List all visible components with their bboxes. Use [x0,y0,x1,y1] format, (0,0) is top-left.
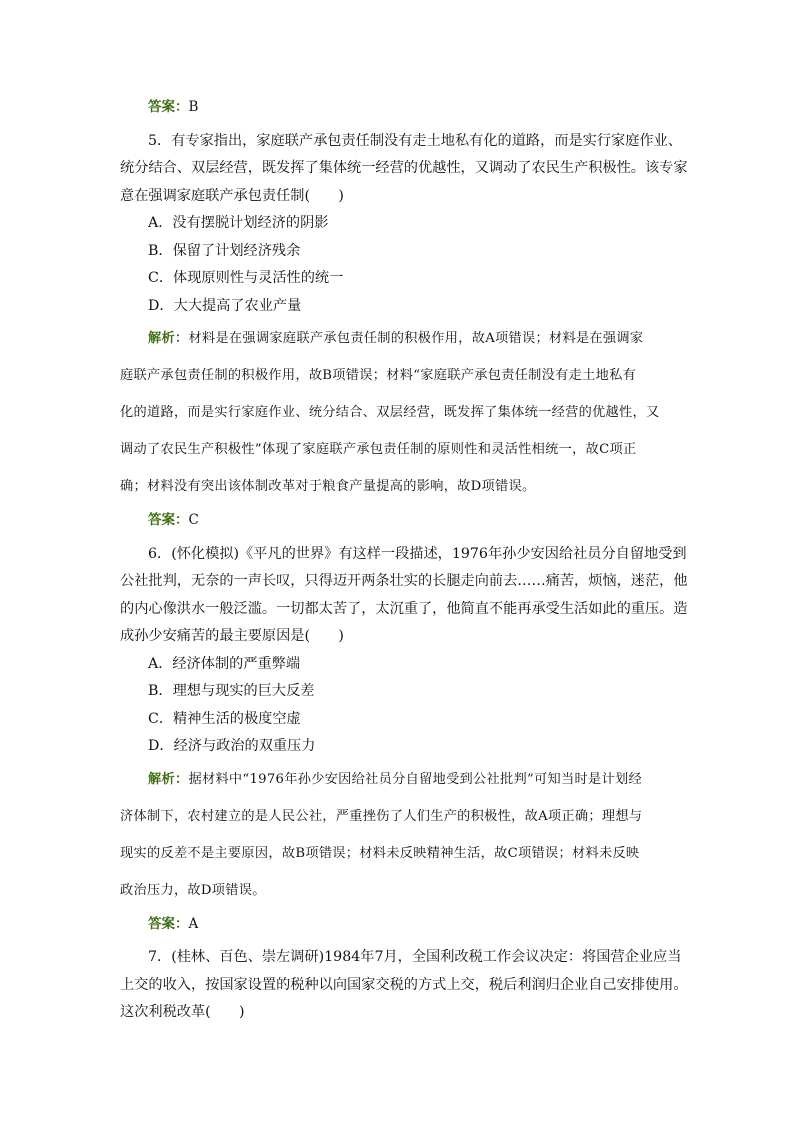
answer-value: C [188,512,199,528]
explanation-line: 济体制下，农村建立的是人民公社，严重挫伤了人们生产的积极性，故A项正确；理想与 [120,808,643,824]
question-text-line: 的内心像洪水一般泛滥。一切都太苦了，太沉重了，他简直不能再承受生活如此的重压。造 [120,600,688,617]
answer-4 [120,94,680,122]
explanation-line: 化的道路，而是实行家庭作业、统分结合、双层经营，既发挥了集体统一经营的优越性，又 [120,405,660,420]
explanation-6 [120,761,680,909]
answer-label: 答案： [148,915,189,932]
question-text-line: 6．(怀化模拟)《平凡的世界》有这样一段描述，1976年孙少安因给社员分自留地受到 [148,545,687,562]
question-text-line: 统分结合、双层经营，既发挥了集体统一经营的优越性，又调动了农民生产积极性。该专家 [120,160,688,176]
question-6 [120,541,688,761]
explanation-line: 确；材料没有突出该体制改革对于粮食产量提高的影响，故D项错误。 [120,479,536,494]
question-text-line: 7．(桂林、百色、崇左调研)1984年7月，全国利改税工作会议决定：将国营企业应当 [148,949,682,965]
option-b: B．保留了计划经济残余 [148,242,301,259]
answer-label: 答案： [148,512,189,528]
option-d: D．经济与政治的双重压力 [148,738,316,754]
explanation-line: 解析：材料是在强调家庭联产承包责任制的积极作用，故A项错误；材料是在强调家 [148,331,644,346]
question-text-line: 成孙少安痛苦的最主要原因是( ) [120,628,344,644]
explanation-line: 现实的反差不是主要原因，故B项错误；材料未反映精神生活，故C项错误；材料未反映 [120,845,640,861]
option-b: B．理想与现实的巨大反差 [148,683,315,699]
question-text-line: 上交的收入，按国家设置的税种以向国家交税的方式上交，税后利润归企业自己安排使用。 [120,976,688,993]
question-text-line: 5．有专家指出，家庭联产承包责任制没有走土地私有化的道路，而是实行家庭作业、 [148,132,682,149]
explanation-line: 解析：据材料中“1976年孙少安因给社员分自留地受到公社批判”可知当时是计划经 [148,771,642,787]
explanation-line: 庭联产承包责任制的积极作用，故B项错误；材料“家庭联产承包责任制没有走土地私有 [120,368,637,383]
option-a: A．没有摆脱计划经济的阴影 [148,215,329,231]
option-c: C．体现原则性与灵活性的统一 [148,270,344,286]
answer-value: A [188,915,199,932]
answer-value: B [188,99,199,115]
explanation-line: 调动了农民生产积极性”体现了家庭联产承包责任制的原则性和灵活性相统一，故C项正 [120,442,637,457]
question-text-line: 意在强调家庭联产承包责任制( ) [120,187,344,204]
answer-label: 答案： [148,99,189,115]
explanation-line: 政治压力，故D项错误。 [120,882,266,898]
option-d: D．大大提高了农业产量 [148,297,302,314]
explanation-label: 解析： [148,771,189,787]
question-7 [120,944,688,1027]
question-text-line: 公社批判，无奈的一声长叹，只得迈开两条壮实的长腿走向前去……痛苦，烦恼，迷茫，他 [120,573,688,589]
explanation-5 [120,320,680,505]
option-c: C．精神生活的极度空虚 [148,710,301,727]
option-a: A．经济体制的严重弊端 [148,655,301,672]
answer-5 [120,507,680,535]
document-page [120,92,688,1027]
explanation-label: 解析： [148,331,189,346]
answer-6 [120,911,680,939]
question-text-line: 这次利税改革( ) [120,1004,245,1020]
question-5 [120,128,688,321]
